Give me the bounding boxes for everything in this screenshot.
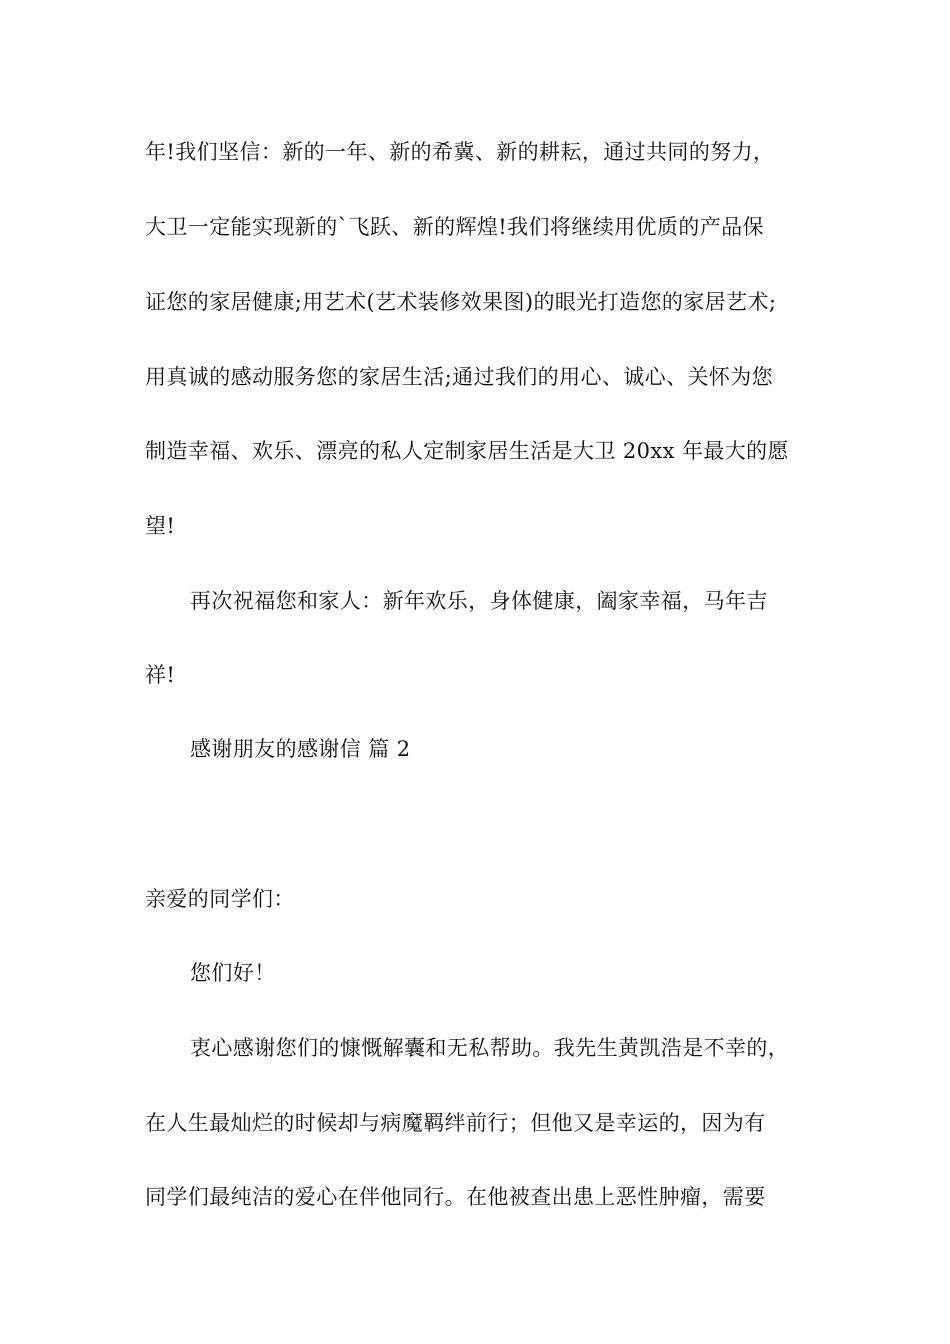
salutation: 亲爱的同学们： <box>145 887 295 911</box>
paragraph-line: 衷心感谢您们的慷慨解囊和无私帮助。我先生黄凯浩是不幸的， <box>190 1036 790 1060</box>
paragraph-line: 证您的家居健康;用艺术(艺术装修效果图)的眼光打造您的家居艺术; <box>145 290 777 314</box>
paragraph-line: 再次祝福您和家人：新年欢乐，身体健康，阖家幸福，马年吉 <box>190 589 768 613</box>
section-heading: 感谢朋友的感谢信 篇 2 <box>190 737 411 761</box>
paragraph-line: 用真诚的感动服务您的家居生活;通过我们的用心、诚心、关怀为您 <box>145 365 774 389</box>
paragraph-line: 在人生最灿烂的时候却与病魔羁绊前行；但他又是幸运的，因为有 <box>145 1111 766 1135</box>
paragraph-line: 大卫一定能实现新的`飞跃、新的辉煌!我们将继续用优质的产品保 <box>145 215 764 239</box>
paragraph-line: 制造幸福、欢乐、漂亮的私人定制家居生活是大卫 20xx 年最大的愿 <box>145 439 789 463</box>
paragraph-line: 望! <box>145 514 176 538</box>
paragraph-line: 祥! <box>145 663 176 687</box>
paragraph-line: 年!我们坚信：新的一年、新的希冀、新的耕耘，通过共同的努力， <box>145 140 775 164</box>
greeting: 您们好！ <box>190 961 276 985</box>
paragraph-line: 同学们最纯洁的爱心在伴他同行。在他被查出患上恶性肿瘤，需要 <box>145 1185 766 1209</box>
